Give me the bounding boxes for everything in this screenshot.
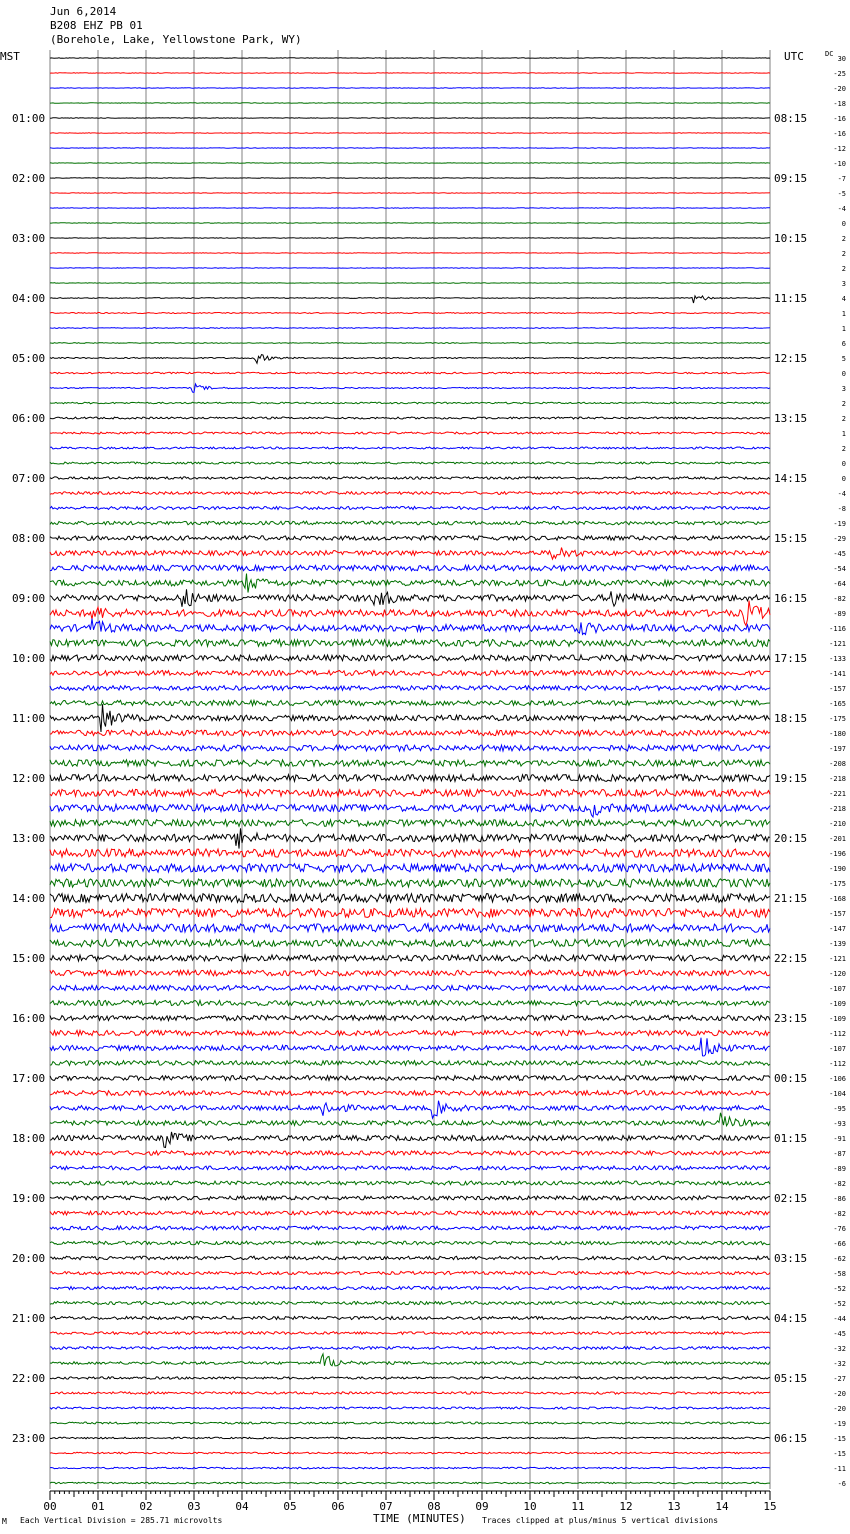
dc-offset-label: -25 bbox=[833, 70, 846, 78]
dc-offset-label: -210 bbox=[829, 820, 846, 828]
dc-offset-label: -157 bbox=[829, 910, 846, 918]
left-time-label: 20:00 bbox=[12, 1252, 46, 1265]
left-time-label: 23:00 bbox=[12, 1432, 46, 1445]
left-time-label: 03:00 bbox=[12, 232, 46, 245]
dc-offset-label: 0 bbox=[841, 460, 846, 468]
dc-offset-label: -19 bbox=[833, 520, 846, 528]
right-time-label: 04:15 bbox=[774, 1312, 808, 1325]
left-time-label: 06:00 bbox=[12, 412, 46, 425]
x-tick-label: 03 bbox=[187, 1500, 201, 1513]
trace-row bbox=[50, 343, 770, 344]
dc-offset-label: -10 bbox=[833, 160, 846, 168]
trace-row bbox=[50, 178, 770, 179]
trace-row bbox=[50, 548, 770, 560]
dc-offset-label: -196 bbox=[829, 850, 846, 858]
right-time-label: 22:15 bbox=[774, 952, 808, 965]
trace-row bbox=[50, 1166, 770, 1170]
dc-offset-label: 1 bbox=[841, 310, 846, 318]
trace-row bbox=[50, 619, 770, 635]
header-location: (Borehole, Lake, Yellowstone Park, WY) bbox=[50, 33, 302, 46]
dc-offset-label: -62 bbox=[833, 1255, 846, 1263]
left-time-label: 12:00 bbox=[12, 772, 46, 785]
dc-offset-label: -19 bbox=[833, 1420, 846, 1428]
trace-row bbox=[50, 1101, 770, 1118]
trace-row bbox=[50, 223, 770, 224]
trace-row bbox=[50, 283, 770, 284]
right-axis-title: UTC bbox=[784, 50, 804, 63]
dc-offset-label: -106 bbox=[829, 1075, 846, 1083]
dc-offset-label: -107 bbox=[829, 1045, 846, 1053]
dc-offset-label: -141 bbox=[829, 670, 846, 678]
left-time-label: 10:00 bbox=[12, 652, 46, 665]
dc-offset-label: -190 bbox=[829, 865, 846, 873]
right-time-label: 08:15 bbox=[774, 112, 808, 125]
dc-label: DC bbox=[825, 50, 834, 58]
trace-row bbox=[50, 1015, 770, 1020]
trace-row bbox=[50, 1196, 770, 1200]
dc-offset-label: -66 bbox=[833, 1240, 846, 1248]
left-time-label: 09:00 bbox=[12, 592, 46, 605]
trace-row bbox=[50, 1482, 770, 1484]
trace-row bbox=[50, 1422, 770, 1424]
trace-row bbox=[50, 775, 770, 782]
dc-offset-label: -54 bbox=[833, 565, 846, 573]
dc-offset-label: -16 bbox=[833, 115, 846, 123]
dc-offset-label: -120 bbox=[829, 970, 846, 978]
trace-row bbox=[50, 1437, 770, 1439]
dc-offset-label: -5 bbox=[837, 190, 846, 198]
x-tick-label: 13 bbox=[667, 1500, 681, 1513]
left-time-label: 14:00 bbox=[12, 892, 46, 905]
trace-row bbox=[50, 565, 770, 571]
dc-offset-label: -218 bbox=[829, 775, 846, 783]
right-time-label: 11:15 bbox=[774, 292, 808, 305]
dc-offset-label: -93 bbox=[833, 1120, 846, 1128]
dc-offset-label: -11 bbox=[833, 1465, 846, 1473]
dc-offset-label: -133 bbox=[829, 655, 846, 663]
dc-offset-label: 0 bbox=[841, 370, 846, 378]
right-time-label: 20:15 bbox=[774, 832, 808, 845]
dc-offset-label: -20 bbox=[833, 1405, 846, 1413]
dc-offset-label: -147 bbox=[829, 925, 846, 933]
trace-row bbox=[50, 372, 770, 374]
trace-row bbox=[50, 1377, 770, 1379]
dc-offset-label: -4 bbox=[837, 490, 846, 498]
left-time-label: 18:00 bbox=[12, 1132, 46, 1145]
x-tick-label: 15 bbox=[763, 1500, 777, 1513]
trace-row bbox=[50, 804, 770, 817]
trace-row bbox=[50, 1000, 770, 1005]
trace-row bbox=[50, 118, 770, 119]
dc-offset-label: -29 bbox=[833, 535, 846, 543]
x-tick-label: 02 bbox=[139, 1500, 153, 1513]
trace-row bbox=[50, 789, 770, 796]
x-tick-label: 11 bbox=[571, 1500, 585, 1513]
x-axis-label: TIME (MINUTES) bbox=[373, 1512, 466, 1525]
trace-row bbox=[50, 402, 770, 404]
trace-row bbox=[50, 939, 770, 946]
dc-offset-label: -7 bbox=[837, 175, 846, 183]
trace-row bbox=[50, 1467, 770, 1469]
right-time-label: 15:15 bbox=[774, 532, 808, 545]
right-time-label: 21:15 bbox=[774, 892, 808, 905]
seismic-traces bbox=[50, 58, 770, 1484]
trace-row bbox=[50, 1151, 770, 1155]
dc-offset-label: 6 bbox=[841, 340, 846, 348]
trace-row bbox=[50, 296, 770, 303]
dc-offset-label: 2 bbox=[841, 265, 846, 273]
trace-row bbox=[50, 670, 770, 675]
dc-offset-label: -58 bbox=[833, 1270, 846, 1278]
left-time-label: 21:00 bbox=[12, 1312, 46, 1325]
header-date: Jun 6,2014 bbox=[50, 5, 117, 18]
trace-row bbox=[50, 477, 770, 479]
trace-row bbox=[50, 521, 770, 525]
x-tick-label: 09 bbox=[475, 1500, 489, 1513]
trace-row bbox=[50, 1271, 770, 1274]
trace-row bbox=[50, 655, 770, 661]
trace-row bbox=[50, 133, 770, 134]
dc-offset-label: 4 bbox=[841, 295, 846, 303]
trace-row bbox=[50, 238, 770, 239]
dc-offset-label: -107 bbox=[829, 985, 846, 993]
trace-row bbox=[50, 686, 770, 691]
left-time-label: 01:00 bbox=[12, 112, 46, 125]
dc-offset-label: -95 bbox=[833, 1105, 846, 1113]
dc-offset-label: -16 bbox=[833, 130, 846, 138]
trace-row bbox=[50, 536, 770, 540]
x-axis bbox=[43, 1491, 776, 1513]
left-time-label: 07:00 bbox=[12, 472, 46, 485]
trace-row bbox=[50, 73, 770, 74]
dc-offset-label: -109 bbox=[829, 1015, 846, 1023]
header-station: B208 EHZ PB 01 bbox=[50, 19, 143, 32]
trace-row bbox=[50, 384, 770, 392]
scale-note: Each Vertical Division = 285.71 microvolts bbox=[20, 1516, 223, 1525]
trace-row bbox=[50, 447, 770, 449]
trace-row bbox=[50, 879, 770, 887]
trace-row bbox=[50, 1452, 770, 1454]
right-time-label: 17:15 bbox=[774, 652, 808, 665]
left-time-label: 16:00 bbox=[12, 1012, 46, 1025]
trace-row bbox=[50, 1316, 770, 1319]
left-time-label: 17:00 bbox=[12, 1072, 46, 1085]
trace-row bbox=[50, 148, 770, 149]
trace-row bbox=[50, 492, 770, 495]
dc-offset-label: -87 bbox=[833, 1150, 846, 1158]
trace-row bbox=[50, 730, 770, 736]
left-time-label: 02:00 bbox=[12, 172, 46, 185]
trace-row bbox=[50, 253, 770, 254]
trace-row bbox=[50, 103, 770, 104]
trace-row bbox=[50, 193, 770, 194]
dc-offset-label: -64 bbox=[833, 580, 846, 588]
trace-row bbox=[50, 1354, 770, 1366]
x-tick-label: 05 bbox=[283, 1500, 297, 1513]
x-tick-label: 10 bbox=[523, 1500, 537, 1513]
right-time-label: 03:15 bbox=[774, 1252, 808, 1265]
trace-row bbox=[50, 268, 770, 269]
dc-offset-label: -197 bbox=[829, 745, 846, 753]
trace-row bbox=[50, 163, 770, 164]
dc-offset-label: -82 bbox=[833, 1180, 846, 1188]
x-tick-label: 04 bbox=[235, 1500, 249, 1513]
dc-offset-label: -91 bbox=[833, 1135, 846, 1143]
dc-offset-label: 1 bbox=[841, 325, 846, 333]
dc-offset-label: -175 bbox=[829, 880, 846, 888]
trace-row bbox=[50, 417, 770, 419]
trace-row bbox=[50, 1113, 770, 1126]
trace-row bbox=[50, 1181, 770, 1185]
right-time-label: 23:15 bbox=[774, 1012, 808, 1025]
x-tick-label: 12 bbox=[619, 1500, 633, 1513]
left-time-label: 15:00 bbox=[12, 952, 46, 965]
trace-row bbox=[50, 1241, 770, 1245]
dc-offset-label: 2 bbox=[841, 235, 846, 243]
dc-offset-label: -201 bbox=[829, 835, 846, 843]
trace-row bbox=[50, 601, 770, 626]
dc-offset-label: -15 bbox=[833, 1435, 846, 1443]
dc-offset-label: 5 bbox=[841, 355, 846, 363]
trace-row bbox=[50, 700, 770, 705]
trace-row bbox=[50, 1392, 770, 1394]
trace-row bbox=[50, 1132, 770, 1148]
dc-offset-label: 0 bbox=[841, 475, 846, 483]
dc-offset-label: -89 bbox=[833, 1165, 846, 1173]
dc-offset-label: -32 bbox=[833, 1360, 846, 1368]
x-tick-label: 07 bbox=[379, 1500, 393, 1513]
trace-row bbox=[50, 355, 770, 364]
dc-offset-label: -157 bbox=[829, 685, 846, 693]
dc-offset-label: 3 bbox=[841, 280, 846, 288]
dc-offset-label: -89 bbox=[833, 610, 846, 618]
right-time-label: 01:15 bbox=[774, 1132, 808, 1145]
dc-offset-label: -82 bbox=[833, 595, 846, 603]
dc-offset-label: -32 bbox=[833, 1345, 846, 1353]
dc-offset-label: -86 bbox=[833, 1195, 846, 1203]
dc-offset-label: -121 bbox=[829, 955, 846, 963]
right-time-label: 16:15 bbox=[774, 592, 808, 605]
dc-offset-label: -45 bbox=[833, 1330, 846, 1338]
dc-offset-label: 2 bbox=[841, 250, 846, 258]
trace-row bbox=[50, 640, 770, 647]
dc-offset-label: -27 bbox=[833, 1375, 846, 1383]
trace-row bbox=[50, 1332, 770, 1335]
trace-row bbox=[50, 1091, 770, 1096]
right-time-label: 12:15 bbox=[774, 352, 808, 365]
footer bbox=[2, 1512, 718, 1526]
right-time-label: 00:15 bbox=[774, 1072, 808, 1085]
trace-row bbox=[50, 908, 770, 917]
right-time-label: 14:15 bbox=[774, 472, 808, 485]
left-time-label: 11:00 bbox=[12, 712, 46, 725]
dc-offset-label: -139 bbox=[829, 940, 846, 948]
trace-row bbox=[50, 1256, 770, 1260]
dc-offset-label: -52 bbox=[833, 1285, 846, 1293]
dc-offset-label: -165 bbox=[829, 700, 846, 708]
trace-row bbox=[50, 328, 770, 329]
trace-row bbox=[50, 828, 770, 848]
left-time-label: 19:00 bbox=[12, 1192, 46, 1205]
right-time-label: 05:15 bbox=[774, 1372, 808, 1385]
trace-row bbox=[50, 58, 770, 59]
trace-row bbox=[50, 574, 770, 593]
trace-row bbox=[50, 506, 770, 509]
dc-offset-label: -109 bbox=[829, 1000, 846, 1008]
trace-row bbox=[50, 1038, 770, 1056]
trace-row bbox=[50, 313, 770, 314]
dc-offset-label: 30 bbox=[837, 55, 846, 63]
dc-offset-label: -175 bbox=[829, 715, 846, 723]
dc-offset-label: -45 bbox=[833, 550, 846, 558]
trace-row bbox=[50, 864, 770, 872]
dc-offset-label: -20 bbox=[833, 85, 846, 93]
trace-row bbox=[50, 1407, 770, 1409]
dc-offset-label: -18 bbox=[833, 100, 846, 108]
left-time-label: 22:00 bbox=[12, 1372, 46, 1385]
trace-row bbox=[50, 462, 770, 464]
left-axis-title: MST bbox=[0, 50, 20, 63]
trace-row bbox=[50, 704, 770, 732]
trace-row bbox=[50, 1347, 770, 1350]
right-time-label: 06:15 bbox=[774, 1432, 808, 1445]
dc-offset-label: -121 bbox=[829, 640, 846, 648]
dc-offset-label: -52 bbox=[833, 1300, 846, 1308]
right-time-label: 13:15 bbox=[774, 412, 808, 425]
trace-row bbox=[50, 1076, 770, 1081]
trace-row bbox=[50, 208, 770, 209]
dc-offset-label: -168 bbox=[829, 895, 846, 903]
trace-row bbox=[50, 760, 770, 766]
trace-row bbox=[50, 894, 770, 903]
left-time-label: 08:00 bbox=[12, 532, 46, 545]
dc-offset-label: -76 bbox=[833, 1225, 846, 1233]
dc-offset-label: -112 bbox=[829, 1060, 846, 1068]
trace-row bbox=[50, 955, 770, 961]
trace-row bbox=[50, 1211, 770, 1215]
dc-offset-label: 2 bbox=[841, 445, 846, 453]
dc-offset-label: 3 bbox=[841, 385, 846, 393]
dc-offset-label: -180 bbox=[829, 730, 846, 738]
trace-row bbox=[50, 849, 770, 857]
x-tick-label: 00 bbox=[43, 1500, 57, 1513]
left-time-label: 13:00 bbox=[12, 832, 46, 845]
dc-offset-label: -6 bbox=[837, 1480, 846, 1488]
corner-mark: M bbox=[2, 1517, 7, 1526]
dc-offset-label: 2 bbox=[841, 415, 846, 423]
dc-offset-label: -44 bbox=[833, 1315, 846, 1323]
dc-offset-label: -104 bbox=[829, 1090, 846, 1098]
right-time-label: 10:15 bbox=[774, 232, 808, 245]
trace-row bbox=[50, 924, 770, 932]
dc-offset-label: 2 bbox=[841, 400, 846, 408]
trace-row bbox=[50, 985, 770, 990]
trace-row bbox=[50, 745, 770, 751]
left-time-label: 05:00 bbox=[12, 352, 46, 365]
dc-offset-label: -208 bbox=[829, 760, 846, 768]
dc-offset-label: 0 bbox=[841, 220, 846, 228]
x-tick-label: 06 bbox=[331, 1500, 345, 1513]
trace-row bbox=[50, 1061, 770, 1066]
dc-offset-label: -112 bbox=[829, 1030, 846, 1038]
dc-offset-label: -221 bbox=[829, 790, 846, 798]
trace-row bbox=[50, 88, 770, 89]
trace-row bbox=[50, 432, 770, 434]
dc-offset-label: -116 bbox=[829, 625, 846, 633]
right-time-label: 09:15 bbox=[774, 172, 808, 185]
trace-row bbox=[50, 970, 770, 976]
dc-offset-label: -20 bbox=[833, 1390, 846, 1398]
trace-row bbox=[50, 1030, 770, 1035]
trace-row bbox=[50, 1226, 770, 1230]
trace-row bbox=[50, 589, 770, 607]
x-tick-label: 14 bbox=[715, 1500, 729, 1513]
x-tick-label: 01 bbox=[91, 1500, 105, 1513]
right-time-label: 02:15 bbox=[774, 1192, 808, 1205]
dc-offset-label: -4 bbox=[837, 205, 846, 213]
left-time-label: 04:00 bbox=[12, 292, 46, 305]
dc-offset-label: -8 bbox=[837, 505, 846, 513]
right-time-label: 19:15 bbox=[774, 772, 808, 785]
x-tick-label: 08 bbox=[427, 1500, 441, 1513]
dc-offset-label: -82 bbox=[833, 1210, 846, 1218]
dc-offset-label: -218 bbox=[829, 805, 846, 813]
trace-row bbox=[50, 1286, 770, 1289]
dc-offset-label: 1 bbox=[841, 430, 846, 438]
dc-offset-label: -12 bbox=[833, 145, 846, 153]
trace-row bbox=[50, 1301, 770, 1304]
trace-row bbox=[50, 820, 770, 827]
right-time-label: 18:15 bbox=[774, 712, 808, 725]
clip-note: Traces clipped at plus/minus 5 vertical divisions bbox=[482, 1516, 719, 1525]
dc-offset-label: -15 bbox=[833, 1450, 846, 1458]
